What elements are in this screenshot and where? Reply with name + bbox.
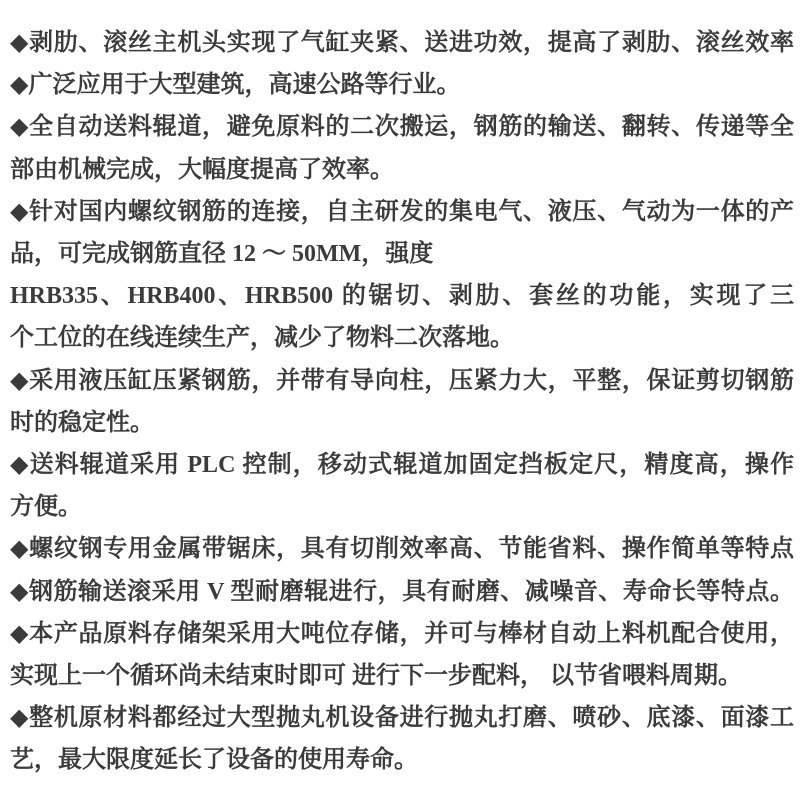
text-line: ◆本产品原料存储架采用大吨位存储，并可与棒材自动上料机配合使用， [10,620,794,647]
text-line: 品，可完成钢筋直径 12 ～ 50MM，强度 [10,241,434,268]
text-line: ◆螺纹钢专用金属带锯床，具有切削效率高、节能省料、操作简单等特点 [10,536,794,563]
text-line: ◆整机原材料都经过大型抛丸机设备进行抛丸打磨、喷砂、底漆、面漆工 [10,705,794,732]
text-line: ◆剥肋、滚丝主机头实现了气缸夹紧、送进功效，提高了剥肋、滚丝效率 [10,30,794,56]
text-line: 时的稳定性。 [10,409,154,436]
feature-paragraph [10,191,794,360]
text-line: 个工位的在线连续生产，减少了物料二次落地。 [10,325,514,352]
feature-paragraph [10,360,794,444]
text-line: 艺，最大限度延长了设备的使用寿命。 [10,747,418,774]
text-line: 部由机械完成，大幅度提高了效率。 [10,156,394,183]
text-line: ◆采用液压缸压紧钢筋，并带有导向柱，压紧力大，平整，保证剪切钢筋 [10,367,794,394]
feature-list [10,22,794,782]
feature-paragraph [10,444,794,528]
feature-paragraph [10,106,794,190]
text-line: ◆送料辊道采用 PLC 控制，移动式辊道加固定挡板定尺，精度高，操作 [10,452,794,479]
text-line: 方便。 [10,494,82,521]
feature-paragraph [10,528,794,570]
feature-paragraph [10,64,794,106]
feature-paragraph [10,613,794,697]
text-line: ◆广泛应用于大型建筑，高速公路等行业。 [10,72,461,99]
feature-paragraph [10,697,794,781]
text-line: ◆全自动送料辊道，避免原料的二次搬运，钢筋的输送、翻转、传递等全 [10,114,794,141]
text-line: 实现上一个循环尚未结束时即可 进行下一步配料， 以节省喂料周期。 [10,663,742,690]
text-line: ◆钢筋输送滚采用 V 型耐磨辊进行，具有耐磨、减噪音、寿命长等特点。 [10,578,794,605]
feature-paragraph [10,22,794,64]
text-line: ◆针对国内螺纹钢筋的连接，自主研发的集电气、液压、气动为一体的产 [10,198,794,225]
text-line: HRB335、HRB400、HRB500 的锯切、剥肋、套丝的功能，实现了三 [10,283,794,310]
feature-paragraph [10,571,794,613]
